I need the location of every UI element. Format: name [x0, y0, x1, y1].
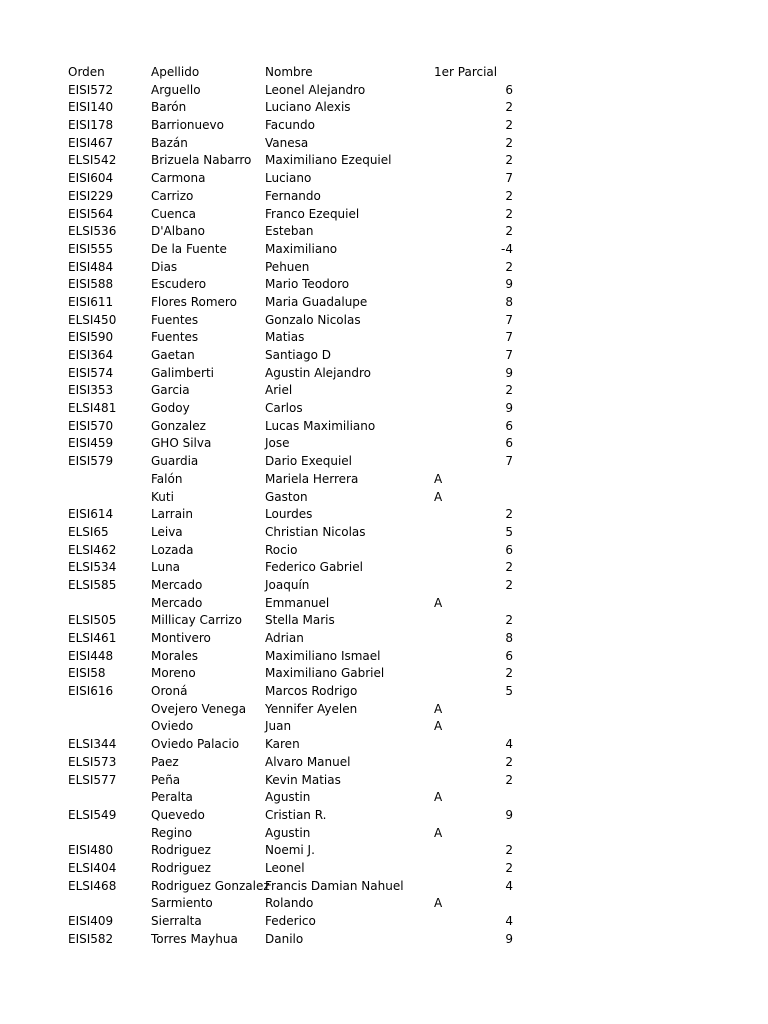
table-row	[0, 312, 768, 330]
cell-apellido: Oviedo Palacio	[151, 737, 240, 752]
cell-apellido: Arguello	[151, 82, 201, 97]
cell-nombre: Christian Nicolas	[265, 524, 366, 539]
table-row	[0, 595, 768, 613]
cell-orden: ELSI573	[68, 754, 117, 769]
cell-orden: EISI480	[68, 843, 114, 858]
cell-nombre: Facundo	[265, 118, 315, 133]
table-row	[0, 913, 768, 931]
cell-nombre: Emmanuel	[265, 595, 330, 610]
cell-flag: A	[434, 489, 443, 504]
cell-apellido: Paez	[151, 754, 179, 769]
cell-nombre: Gonzalo Nicolas	[265, 312, 361, 327]
table-row	[0, 807, 768, 825]
table-row	[0, 577, 768, 595]
table-body	[0, 82, 768, 949]
cell-apellido: Barrionuevo	[151, 118, 224, 133]
cell-apellido: GHO Silva	[151, 436, 212, 451]
cell-nombre: Yennifer Ayelen	[265, 701, 358, 716]
cell-nombre: Esteban	[265, 224, 314, 239]
cell-nota: 2	[505, 843, 513, 858]
cell-nombre: Maximiliano Gabriel	[265, 666, 385, 681]
cell-apellido: Mercado	[151, 595, 203, 610]
table-row	[0, 895, 768, 913]
cell-nombre: Maximiliano Ismael	[265, 648, 381, 663]
cell-orden: ELSI344	[68, 737, 117, 752]
cell-apellido: Millicay Carrizo	[151, 613, 242, 628]
cell-nota: 5	[505, 524, 513, 539]
table-row	[0, 754, 768, 772]
cell-nombre: Carlos	[265, 401, 303, 416]
cell-nombre: Alvaro Manuel	[265, 754, 351, 769]
cell-apellido: Leiva	[151, 524, 183, 539]
cell-nombre: Dario Exequiel	[265, 454, 352, 469]
cell-orden: EISI178	[68, 118, 114, 133]
cell-nota: 2	[505, 666, 513, 681]
cell-apellido: Gaetan	[151, 348, 195, 362]
cell-nota: 7	[505, 312, 513, 327]
cell-nombre: Vanesa	[265, 135, 309, 150]
header-apellido: Apellido	[151, 65, 200, 79]
cell-orden: EISI448	[68, 648, 114, 663]
cell-apellido: Bazán	[151, 135, 188, 150]
table-row	[0, 223, 768, 241]
cell-orden: ELSI549	[68, 807, 117, 822]
cell-nota: 7	[505, 330, 513, 345]
cell-flag: A	[434, 719, 443, 734]
table-row	[0, 665, 768, 683]
cell-orden: EISI467	[68, 135, 114, 150]
cell-apellido: Galimberti	[151, 365, 214, 380]
cell-orden: ELSI534	[68, 560, 117, 575]
cell-nombre: Lourdes	[265, 507, 313, 522]
cell-orden: EISI570	[68, 418, 114, 433]
cell-orden: EISI611	[68, 294, 114, 309]
table-row	[0, 789, 768, 807]
cell-nota: 2	[505, 153, 513, 168]
cell-nombre: Marcos Rodrigo	[265, 684, 358, 699]
cell-flag: A	[434, 595, 443, 610]
cell-apellido: Carrizo	[151, 188, 194, 203]
cell-apellido: De la Fuente	[151, 241, 227, 256]
cell-nombre: Juan	[265, 719, 292, 734]
cell-nota: 8	[505, 294, 513, 309]
cell-apellido: Peña	[151, 772, 181, 787]
table-row	[0, 294, 768, 312]
cell-apellido: Escudero	[151, 277, 207, 292]
cell-nota: 6	[505, 648, 513, 663]
cell-nota: 7	[505, 454, 513, 469]
table-row	[0, 878, 768, 896]
cell-nombre: Pehuen	[265, 259, 310, 274]
cell-orden: EISI58	[68, 666, 106, 681]
cell-flag: A	[434, 825, 443, 840]
cell-nota: 9	[505, 365, 513, 380]
cell-flag: A	[434, 790, 443, 805]
cell-apellido: Peralta	[151, 790, 193, 805]
cell-nota: 2	[505, 118, 513, 133]
table-row	[0, 82, 768, 100]
table-row	[0, 683, 768, 701]
cell-nombre: Francis Damian Nahuel	[265, 878, 404, 893]
cell-nombre: Federico Gabriel	[265, 560, 363, 575]
cell-nota: -4	[501, 241, 513, 256]
table-row	[0, 612, 768, 630]
table-row	[0, 825, 768, 843]
cell-orden: ELSI542	[68, 153, 117, 168]
cell-orden: EISI588	[68, 277, 114, 292]
table-row	[0, 542, 768, 560]
grades-sheet	[0, 64, 768, 948]
cell-orden: ELSI404	[68, 860, 117, 875]
cell-apellido: Rodriguez	[151, 860, 211, 875]
table-row	[0, 347, 768, 365]
cell-nota: 8	[505, 631, 513, 645]
cell-apellido: Quevedo	[151, 807, 205, 822]
table-row	[0, 435, 768, 453]
table-row	[0, 931, 768, 949]
cell-nota: 9	[505, 277, 513, 292]
cell-nombre: Santiago D	[265, 348, 331, 362]
cell-nota: 7	[505, 348, 513, 362]
cell-orden: EISI579	[68, 454, 114, 469]
cell-apellido: Sarmiento	[151, 896, 213, 911]
cell-orden: EISI574	[68, 365, 114, 380]
table-row	[0, 506, 768, 524]
cell-orden: ELSI536	[68, 224, 117, 239]
cell-nombre: Karen	[265, 737, 300, 752]
cell-nombre: Maria Guadalupe	[265, 294, 368, 309]
cell-orden: ELSI585	[68, 577, 117, 592]
cell-orden: EISI616	[68, 684, 114, 699]
cell-nombre: Luciano Alexis	[265, 100, 351, 115]
cell-nombre: Fernando	[265, 188, 321, 203]
cell-nota: 2	[505, 383, 513, 398]
cell-nota: 9	[505, 931, 513, 946]
table-row	[0, 188, 768, 206]
cell-apellido: Larrain	[151, 507, 193, 522]
cell-apellido: Regino	[151, 825, 193, 840]
cell-nombre: Ariel	[265, 383, 293, 398]
cell-nombre: Rolando	[265, 896, 314, 911]
cell-nombre: Mario Teodoro	[265, 277, 350, 292]
cell-nota: 2	[505, 224, 513, 239]
cell-nota: 4	[505, 878, 513, 893]
cell-nota: 5	[505, 684, 513, 699]
cell-nombre: Federico	[265, 914, 316, 928]
cell-orden: ELSI65	[68, 524, 109, 539]
cell-nota: 4	[505, 737, 513, 752]
cell-apellido: Dias	[151, 259, 178, 274]
cell-nombre: Rocio	[265, 542, 298, 557]
cell-orden: EISI459	[68, 436, 114, 451]
cell-nombre: Noemi J.	[265, 843, 315, 858]
cell-nota: 6	[505, 418, 513, 433]
cell-nota: 2	[505, 259, 513, 274]
table-row	[0, 471, 768, 489]
cell-apellido: D'Albano	[151, 224, 205, 239]
cell-nombre: Stella Maris	[265, 613, 335, 628]
table-row	[0, 701, 768, 719]
cell-nombre: Maximiliano Ezequiel	[265, 153, 392, 168]
cell-orden: EISI582	[68, 931, 114, 946]
cell-apellido: Kuti	[151, 489, 174, 504]
table-row	[0, 453, 768, 471]
cell-orden: ELSI468	[68, 878, 117, 893]
cell-nota: 4	[505, 914, 513, 928]
cell-apellido: Torres Mayhua	[151, 931, 238, 946]
cell-nombre: Joaquín	[265, 577, 310, 592]
cell-nota: 2	[505, 577, 513, 592]
cell-apellido: Ovejero Venega	[151, 701, 247, 716]
table-row	[0, 99, 768, 117]
cell-orden: ELSI577	[68, 772, 117, 787]
cell-apellido: Rodriguez Gonzalez	[151, 878, 270, 893]
cell-nombre: Lucas Maximiliano	[265, 418, 376, 433]
table-row	[0, 559, 768, 577]
header-parcial: 1er Parcial	[434, 65, 498, 79]
cell-nota: 2	[505, 772, 513, 787]
cell-apellido: Lozada	[151, 542, 194, 557]
cell-orden: ELSI450	[68, 312, 117, 327]
table-row	[0, 135, 768, 153]
cell-apellido: Guardia	[151, 454, 199, 469]
cell-nota: 9	[505, 807, 513, 822]
cell-flag: A	[434, 701, 443, 716]
cell-apellido: Oroná	[151, 684, 188, 699]
cell-nombre: Agustin	[265, 790, 311, 805]
table-row	[0, 170, 768, 188]
table-row	[0, 329, 768, 347]
table-row	[0, 418, 768, 436]
cell-nombre: Agustin	[265, 825, 311, 840]
table-row	[0, 400, 768, 418]
cell-nombre: Danilo	[265, 931, 304, 946]
cell-nombre: Agustin Alejandro	[265, 365, 371, 380]
cell-orden: EISI140	[68, 100, 114, 115]
cell-orden: EISI353	[68, 383, 114, 398]
cell-orden: ELSI461	[68, 631, 117, 645]
table-row	[0, 117, 768, 135]
table-row	[0, 772, 768, 790]
cell-apellido: Falón	[151, 471, 183, 486]
cell-nombre: Mariela Herrera	[265, 471, 359, 486]
cell-flag: A	[434, 896, 443, 911]
cell-orden: ELSI505	[68, 613, 117, 628]
table-row	[0, 736, 768, 754]
cell-nombre: Cristian R.	[265, 807, 327, 822]
cell-nota: 2	[505, 860, 513, 875]
cell-nombre: Jose	[265, 436, 290, 451]
table-row	[0, 842, 768, 860]
table-row	[0, 489, 768, 507]
cell-orden: EISI229	[68, 188, 114, 203]
cell-orden: EISI614	[68, 507, 114, 522]
cell-orden: EISI572	[68, 82, 114, 97]
cell-nombre: Gaston	[265, 489, 308, 504]
cell-apellido: Luna	[151, 560, 181, 575]
cell-nombre: Matias	[265, 330, 305, 345]
cell-apellido: Morales	[151, 648, 198, 663]
cell-nota: 2	[505, 507, 513, 522]
cell-orden: EISI564	[68, 206, 114, 221]
cell-apellido: Moreno	[151, 666, 196, 681]
cell-orden: EISI555	[68, 241, 114, 256]
cell-nota: 6	[505, 436, 513, 451]
cell-orden: EISI409	[68, 914, 114, 928]
cell-nota: 2	[505, 135, 513, 150]
table-row	[0, 718, 768, 736]
cell-nombre: Maximiliano	[265, 241, 338, 256]
cell-nombre: Adrian	[265, 631, 304, 645]
cell-nombre: Kevin Matias	[265, 772, 341, 787]
header-orden: Orden	[68, 65, 105, 79]
cell-apellido: Garcia	[151, 383, 190, 398]
cell-apellido: Flores Romero	[151, 294, 237, 309]
table-row	[0, 524, 768, 542]
cell-apellido: Fuentes	[151, 330, 199, 345]
cell-nombre: Leonel	[265, 860, 305, 875]
cell-nota: 6	[505, 542, 513, 557]
cell-nota: 2	[505, 206, 513, 221]
cell-apellido: Fuentes	[151, 312, 199, 327]
cell-apellido: Cuenca	[151, 206, 196, 221]
cell-nota: 6	[505, 82, 513, 97]
table-row	[0, 382, 768, 400]
table-row	[0, 152, 768, 170]
cell-apellido: Gonzalez	[151, 418, 206, 433]
header-row	[0, 64, 768, 82]
cell-nota: 9	[505, 401, 513, 416]
table-row	[0, 276, 768, 294]
table-row	[0, 648, 768, 666]
cell-apellido: Brizuela Nabarro	[151, 153, 252, 168]
cell-orden: EISI484	[68, 259, 114, 274]
cell-nota: 2	[505, 560, 513, 575]
cell-apellido: Sierralta	[151, 914, 202, 928]
table-row	[0, 860, 768, 878]
cell-nombre: Leonel Alejandro	[265, 82, 366, 97]
cell-apellido: Godoy	[151, 401, 190, 416]
cell-orden: EISI604	[68, 171, 114, 186]
table-row	[0, 365, 768, 383]
cell-nombre: Franco Ezequiel	[265, 206, 360, 221]
cell-apellido: Montivero	[151, 631, 211, 645]
cell-nota: 2	[505, 188, 513, 203]
cell-nota: 2	[505, 100, 513, 115]
cell-orden: EISI590	[68, 330, 114, 345]
cell-orden: EISI364	[68, 348, 114, 362]
cell-orden: ELSI481	[68, 401, 117, 416]
cell-orden: ELSI462	[68, 542, 117, 557]
cell-nota: 2	[505, 754, 513, 769]
cell-apellido: Barón	[151, 100, 187, 115]
cell-apellido: Rodriguez	[151, 843, 211, 858]
cell-flag: A	[434, 471, 443, 486]
table-row	[0, 259, 768, 277]
cell-nombre: Luciano	[265, 171, 312, 186]
table-row	[0, 206, 768, 224]
header-nombre: Nombre	[265, 65, 313, 79]
cell-apellido: Carmona	[151, 171, 206, 186]
cell-nota: 7	[505, 171, 513, 186]
cell-apellido: Oviedo	[151, 719, 194, 734]
table-row	[0, 241, 768, 259]
cell-nota: 2	[505, 613, 513, 628]
cell-apellido: Mercado	[151, 577, 203, 592]
table-row	[0, 630, 768, 648]
